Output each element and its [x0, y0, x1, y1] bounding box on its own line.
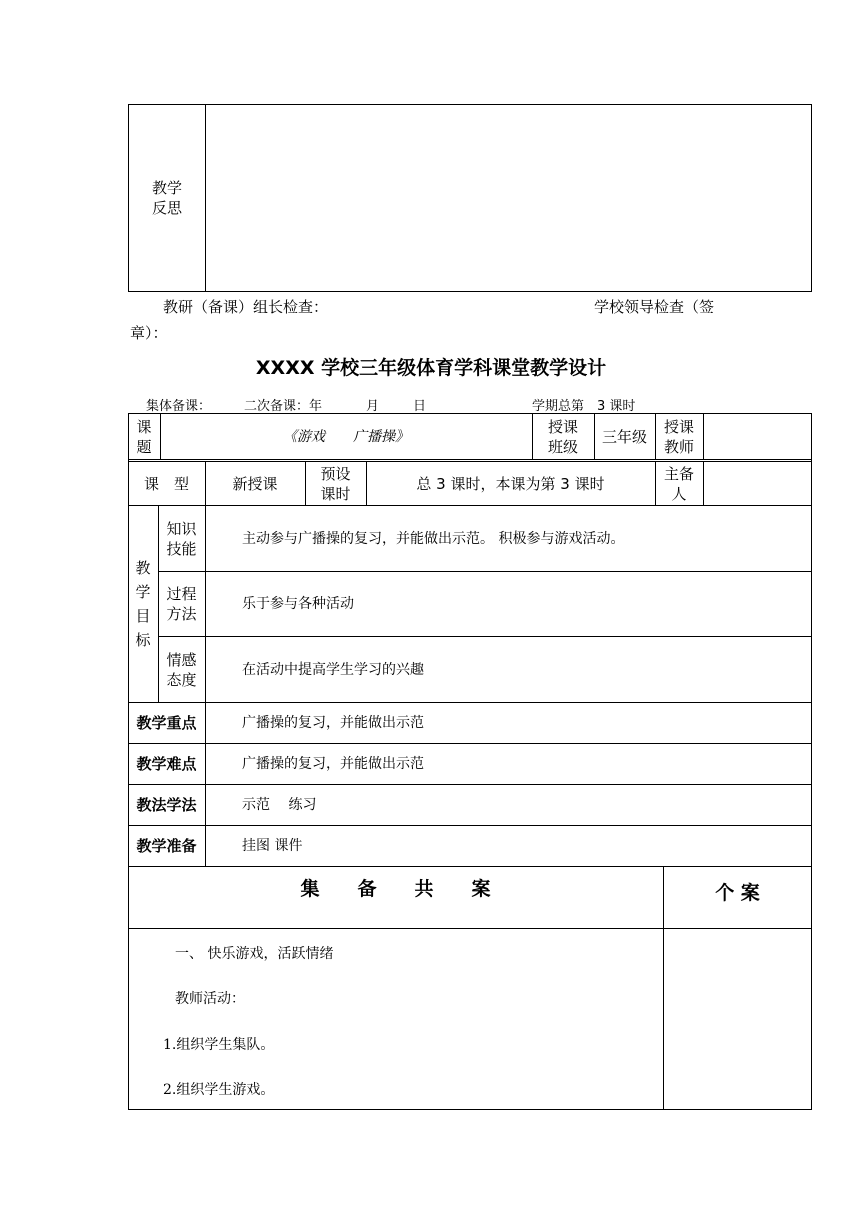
info-text: 挂图 课件: [242, 838, 303, 854]
preset-label: 预设 课时: [320, 464, 351, 503]
col-divider: [205, 505, 206, 702]
info-text: 广播操的复习，并能做出示范: [242, 756, 424, 772]
row-divider: [128, 866, 812, 867]
topic-value: 《游戏 广播操》: [283, 428, 409, 445]
prep-month: 月: [366, 399, 380, 414]
info-text: 广播操的复习，并能做出示范: [242, 715, 424, 731]
objective-text: 在活动中提高学生学习的兴趣: [242, 661, 424, 678]
shared-plan-heading: 集 备 共 案: [300, 878, 491, 900]
objective-sublabel: 过程 方法: [166, 585, 197, 623]
teacher-label: 授课 教师: [663, 417, 694, 456]
plan-item: 1.组织学生集队。: [163, 1037, 275, 1053]
reflection-label: [128, 104, 206, 292]
preset-value: 总 3 课时，本课为第 3 课时: [416, 474, 605, 493]
personal-plan-heading: 个 案: [715, 882, 760, 904]
plan-section-title: 一、 快乐游戏，活跃情绪: [175, 946, 334, 962]
group-check-text: 教研（备课）组长检查：: [163, 298, 329, 316]
doc-title: XXXX 学校三年级体育学科课堂教学设计: [255, 357, 607, 379]
teacher-value: [703, 414, 812, 459]
collective-prep: 集体备课：: [146, 399, 212, 414]
reflection-box: [128, 104, 812, 292]
term-total: 学期总第 3 课时: [532, 399, 636, 414]
topic-label: 课 题: [136, 417, 152, 456]
class-label: 授课 班级: [547, 417, 578, 456]
info-label: 教学难点: [136, 755, 197, 773]
info-label: 教学准备: [136, 837, 197, 855]
info-label: 教法学法: [136, 796, 197, 814]
lead-label: 主备 人: [663, 464, 694, 503]
plan-item: 2.组织学生游戏。: [163, 1082, 275, 1098]
type-value: 新授课: [232, 474, 278, 493]
objective-sublabel: 情感 态度: [166, 650, 197, 689]
lead-value: [703, 462, 812, 505]
info-text: 示范 练习: [242, 797, 317, 813]
school-check-text: 学校领导检查（签: [594, 298, 715, 316]
second-prep: 二次备课：年: [244, 399, 323, 414]
objective-text: 主动参与广播操的复习，并能做出示范。 积极参与游戏活动。: [242, 530, 625, 547]
reflection-label-line1: 教学: [151, 179, 182, 197]
school-check-tail: 章）：: [130, 324, 168, 342]
row-divider: [128, 928, 812, 929]
plan-teacher-activity: 教师活动：: [175, 991, 245, 1007]
reflection-label-line2: 反思: [151, 199, 182, 217]
class-value: 三年级: [601, 427, 647, 446]
row-divider: [128, 459, 812, 460]
info-label: 教学重点: [136, 714, 197, 732]
objectives-label: 教 学 目 标: [135, 559, 151, 649]
objective-sublabel: 知识 技能: [166, 519, 197, 558]
type-label: 课 型: [143, 474, 189, 493]
prep-day: 日: [413, 399, 427, 414]
objective-text: 乐于参与各种活动: [242, 596, 354, 612]
